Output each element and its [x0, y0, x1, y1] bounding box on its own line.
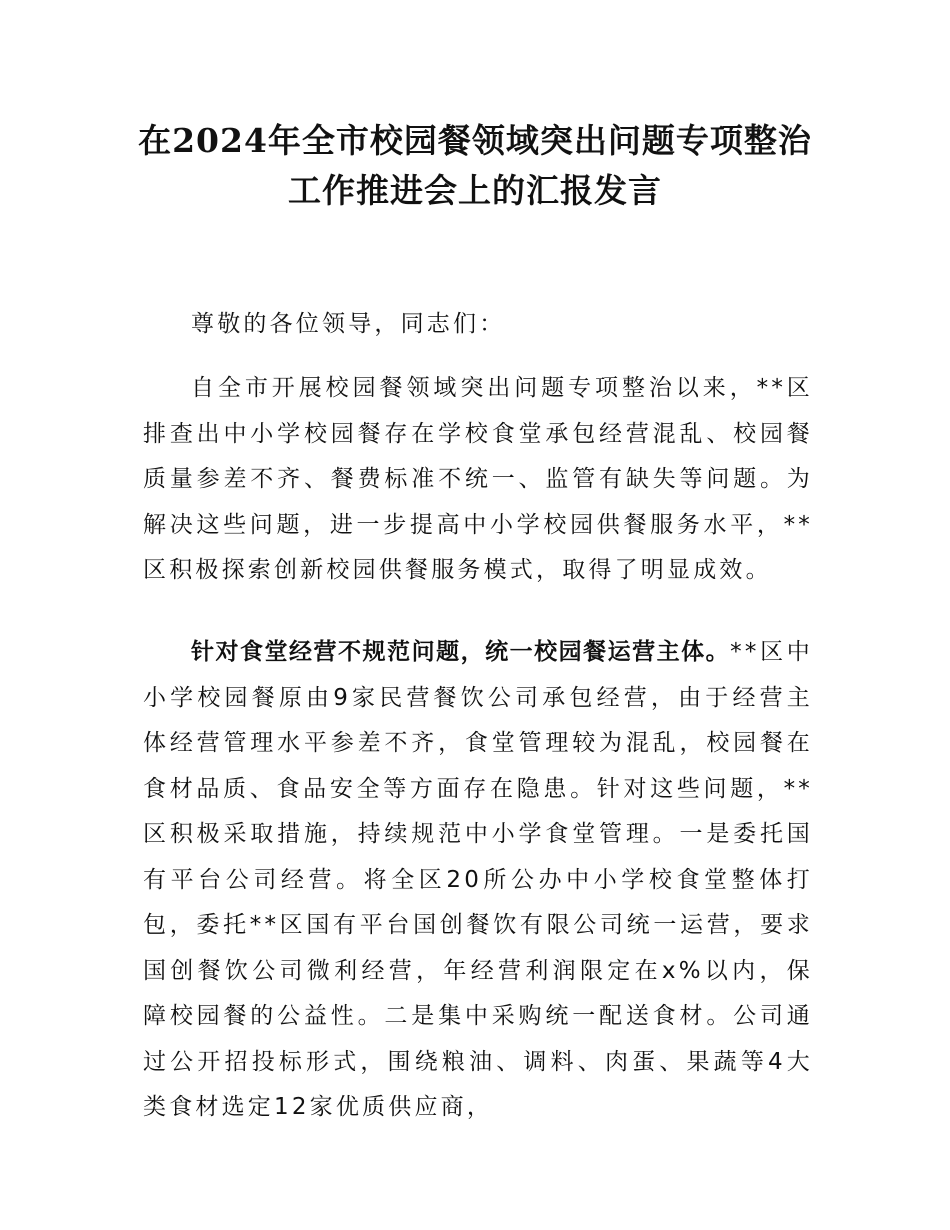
paragraph-2-body: **区中小学校园餐原由9家民营餐饮公司承包经营，由于经营主体经营管理水平参差不齐，食堂管理较为混乱，校园餐在食材品质、食品安全等方面存在隐患。针对这些问题，**区积极采取措施，持续规范中小学食堂管理。一是委托国有平台公司经营。将全区20所公办中小学校食堂整体打包，委托**区国有平台国创餐饮有限公司统一运营，要求国创餐饮公司微利经营，年经营利润限定在x%以内，保障校园餐的公益性。二是集中采购统一配送食材。公司通过公开招投标形式，围绕粮油、调料、肉蛋、果蔬等4大类食材选定12家优质供应商， — [143, 639, 813, 1120]
salutation: 尊敬的各位领导，同志们： — [191, 311, 506, 337]
body-paragraph-1: 自全市开展校园餐领域突出问题专项整治以来，**区排查出中小学校园餐存在学校食堂承包经营混乱、校园餐质量参差不齐、餐费标准不统一、监管有缺失等问题。为解决这些问题，进一步提高中小学校园供餐服务水平，**区积极探索创新校园供餐服务模式，取得了明显成效。 — [143, 375, 813, 583]
document-title-line-2: 工作推进会上的汇报发言 — [288, 171, 662, 210]
paragraph-2-lead-sentence: 针对食堂经营不规范问题，统一校园餐运营主体。 — [191, 639, 731, 665]
body-paragraph-2 — [143, 630, 813, 1131]
document-title-line-1: 在2024年全市校园餐领域突出问题专项整治 — [138, 121, 812, 160]
